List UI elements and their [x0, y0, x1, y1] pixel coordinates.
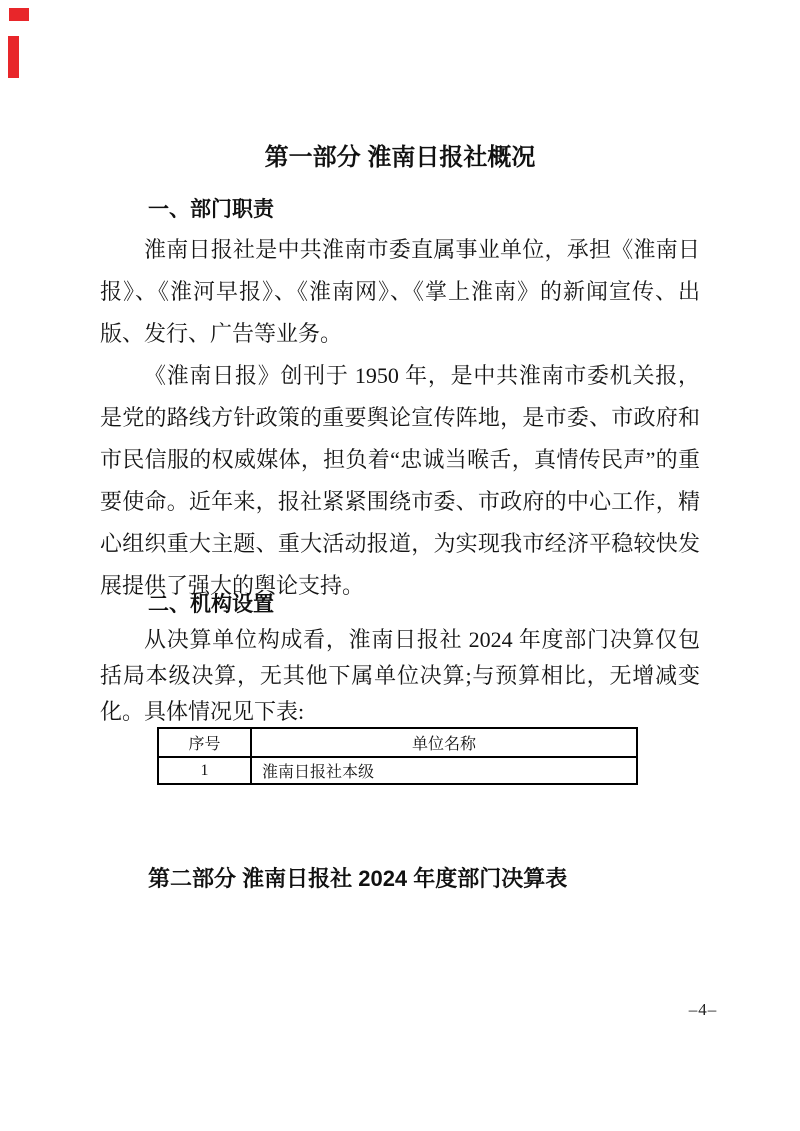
red-scan-artifact-side	[8, 36, 19, 78]
unit-table-header-index: 序号	[158, 728, 251, 757]
page-number: –4–	[688, 1000, 718, 1019]
section1-heading: 一、部门职责	[148, 198, 274, 221]
section2-paragraph: 从决算单位构成看，淮南日报社 2024 年度部门决算仅包括局本级决算，无其他下属单位决算;与预算相比，无增减变化。具体情况见下表:	[100, 627, 700, 724]
section1-paragraph-1: 淮南日报社是中共淮南市委直属事业单位，承担《淮南日报》、《淮河早报》、《淮南网》、《掌上淮南》的新闻宣传、出版、发行、广告等业务。	[100, 237, 700, 346]
unit-table-header-row	[158, 728, 637, 757]
section1-paragraph-2: 《淮南日报》创刊于 1950 年，是中共淮南市委机关报，是党的路线方针政策的重要舆论宣传阵地，是市委、市政府和市民信服的权威媒体，担负着“忠诚当喉舌，真情传民声”的重要使命。近年来，报社紧紧围绕市委、市政府的中心工作，精心组织重大主题、重大活动报道，为实现我市经济平稳较快发展提供了强大的舆论支持。	[100, 363, 701, 598]
unit-table-header-name: 单位名称	[251, 728, 637, 757]
document-content	[100, 0, 718, 1131]
part1-title: 第一部分 淮南日报社概况	[264, 144, 536, 171]
unit-table-cell-name: 淮南日报社本级	[251, 757, 637, 784]
unit-table	[157, 727, 638, 785]
unit-table-cell-index: 1	[158, 757, 251, 784]
red-scan-artifact-top	[9, 8, 29, 21]
unit-table-row	[158, 757, 637, 784]
section2-heading: 二、机构设置	[148, 593, 274, 616]
part2-title: 第二部分 淮南日报社 2024 年度部门决算表	[148, 866, 568, 891]
